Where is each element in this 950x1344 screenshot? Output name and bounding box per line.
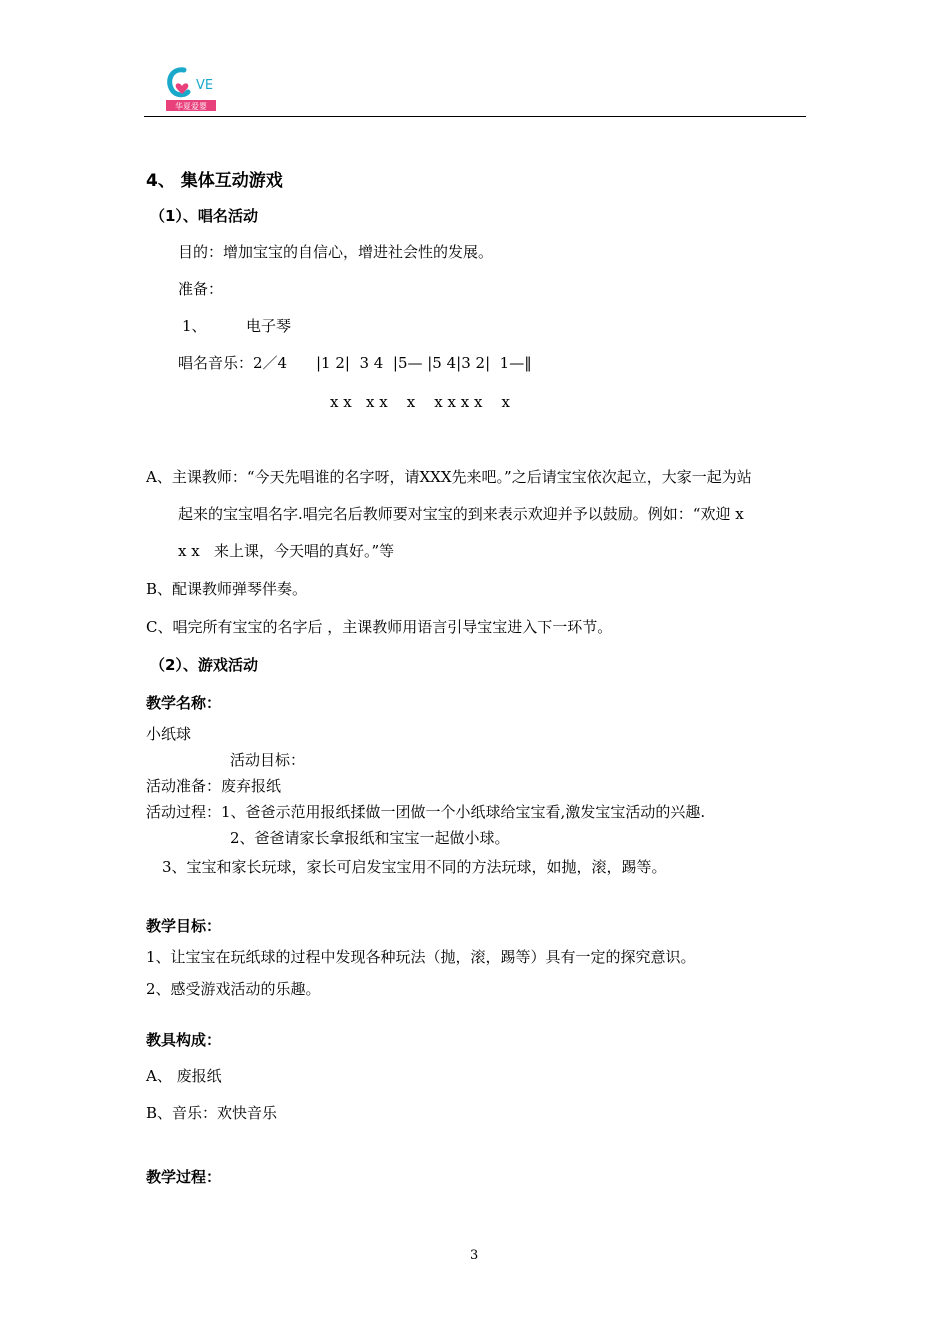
page-number: 3 (470, 1248, 479, 1263)
activity-process-3: 3、宝宝和家长玩球，家长可启发宝宝用不同的方法玩球，如抛，滚，踢等。 (162, 858, 667, 876)
teaching-name-label: 教学名称： (146, 694, 222, 712)
header-rule (144, 116, 806, 117)
company-logo (162, 64, 224, 116)
rhythm-line: x x x x x x x x x x (330, 393, 510, 411)
tool-a: A、 废报纸 (146, 1067, 222, 1085)
music-label: 唱名音乐：2／4 (178, 354, 288, 372)
subsection-title-2: （2）、游戏活动 (150, 656, 258, 674)
logo-graphic (162, 64, 224, 116)
paragraph-a-line-1: A、主课教师：“今天先唱谁的名字呀，请XXX先来吧。”之后请宝宝依次起立，大家一起为站 (146, 468, 752, 486)
goal-text: 目的：增加宝宝的自信心，增进社会性的发展。 (178, 243, 494, 261)
section-title: 4、 集体互动游戏 (146, 171, 283, 191)
activity-process-1: 活动过程：1、爸爸示范用报纸揉做一团做一个小纸球给宝宝看,激发宝宝活动的兴趣. (146, 803, 706, 821)
paragraph-c: C、唱完所有宝宝的名字后 ，主课教师用语言引导宝宝进入下一环节。 (146, 618, 613, 636)
tools-label: 教具构成： (146, 1031, 222, 1049)
teaching-goal-2: 2、感受游戏活动的乐趣。 (146, 980, 321, 998)
teaching-goals-label: 教学目标： (146, 917, 222, 935)
tool-b: B、音乐：欢快音乐 (146, 1104, 278, 1122)
music-notes: |1 2| 3 4 |5— |5 4|3 2| 1—‖ (316, 354, 532, 372)
activity-process-2: 2、爸爸请家长拿报纸和宝宝一起做小球。 (230, 829, 510, 847)
prep-item-text: 电子琴 (246, 317, 292, 335)
activity-prep: 活动准备：废弃报纸 (146, 777, 282, 795)
teaching-goal-1: 1、让宝宝在玩纸球的过程中发现各种玩法（抛，滚，踢等）具有一定的探究意识。 (146, 948, 696, 966)
prep-item-number: 1、 (182, 317, 207, 335)
paragraph-a-line-2: 起来的宝宝唱名字.唱完名后教师要对宝宝的到来表示欢迎并予以鼓励。例如：“欢迎 x (178, 505, 744, 523)
teaching-name-value: 小纸球 (146, 725, 192, 743)
paragraph-a-line-3: x x 来上课，今天唱的真好。”等 (178, 542, 395, 560)
logo-text: VE (196, 78, 214, 93)
subsection-title-1: （1）、唱名活动 (150, 207, 258, 225)
prep-label: 准备： (178, 280, 224, 298)
activity-goal-label: 活动目标： (230, 751, 306, 769)
teaching-process-label: 教学过程： (146, 1168, 222, 1186)
paragraph-b: B、配课教师弹琴伴奏。 (146, 580, 308, 598)
logo-subtitle: 华夏爱婴 (175, 102, 207, 111)
